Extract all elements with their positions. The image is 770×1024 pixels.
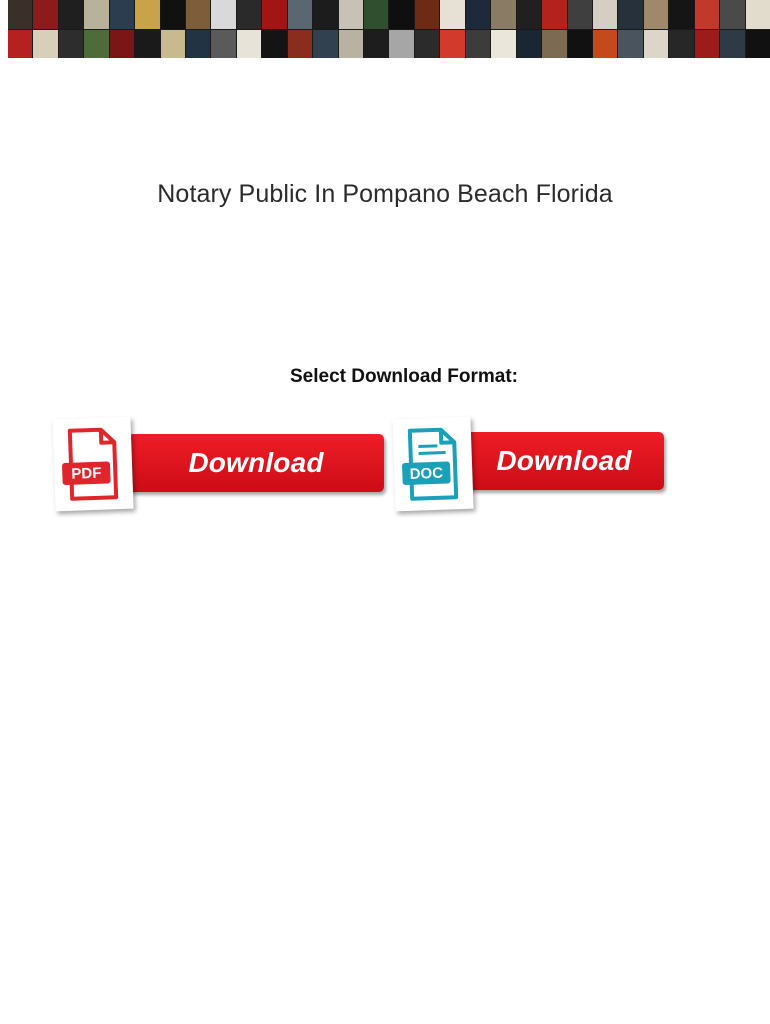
movie-poster-tile [491, 0, 515, 29]
movie-poster-tile [161, 30, 185, 59]
pdf-download-red-button[interactable] [128, 434, 384, 492]
movie-poster-tile [389, 30, 413, 59]
movie-poster-banner [8, 0, 770, 58]
movie-poster-tile [59, 30, 83, 59]
doc-download-button[interactable] [392, 418, 666, 514]
movie-poster-tile [618, 30, 642, 59]
movie-poster-tile [720, 30, 744, 59]
movie-poster-tile [491, 30, 515, 59]
movie-poster-tile [466, 0, 490, 29]
pdf-file-icon [52, 417, 133, 512]
movie-poster-tile [313, 0, 337, 29]
movie-poster-tile [33, 30, 57, 59]
pdf-download-button[interactable] [52, 418, 334, 514]
movie-poster-tile [161, 0, 185, 29]
movie-poster-tile [59, 0, 83, 29]
pdf-icon-label: PDF [71, 464, 102, 483]
movie-poster-tile [593, 30, 617, 59]
movie-poster-tile [568, 0, 592, 29]
movie-poster-tile [339, 30, 363, 59]
movie-poster-tile [211, 30, 235, 59]
movie-poster-tile [110, 30, 134, 59]
movie-poster-tile [389, 0, 413, 29]
movie-poster-tile [364, 30, 388, 59]
movie-poster-tile [288, 30, 312, 59]
movie-poster-tile [618, 0, 642, 29]
movie-poster-tile [720, 0, 744, 29]
movie-poster-tile [568, 30, 592, 59]
movie-poster-tile [644, 30, 668, 59]
movie-poster-tile [211, 0, 235, 29]
movie-poster-tile [669, 0, 693, 29]
movie-poster-tile [695, 30, 719, 59]
movie-poster-tile [466, 30, 490, 59]
movie-poster-tile [415, 0, 439, 29]
movie-poster-tile [110, 0, 134, 29]
movie-poster-tile [84, 0, 108, 29]
page-title: Notary Public In Pompano Beach Florida [157, 180, 613, 208]
movie-poster-tile [542, 30, 566, 59]
movie-poster-tile [746, 30, 770, 59]
movie-poster-tile [237, 0, 261, 29]
movie-poster-tile [135, 0, 159, 29]
movie-poster-tile [415, 30, 439, 59]
movie-poster-tile [237, 30, 261, 59]
movie-poster-tile [542, 0, 566, 29]
doc-download-label: Download [496, 445, 632, 476]
movie-poster-tile [8, 0, 32, 29]
movie-poster-tile [517, 0, 541, 29]
movie-poster-tile [440, 0, 464, 29]
movie-poster-tile [186, 0, 210, 29]
movie-poster-tile [186, 30, 210, 59]
movie-poster-tile [288, 0, 312, 29]
doc-icon-label: DOC [409, 464, 444, 483]
movie-poster-tile [135, 30, 159, 59]
doc-download-red-button[interactable] [464, 432, 664, 490]
movie-poster-tile [746, 0, 770, 29]
movie-poster-tile [313, 30, 337, 59]
movie-poster-tile [8, 30, 32, 59]
movie-poster-tile [33, 0, 57, 29]
movie-poster-tile [695, 0, 719, 29]
movie-poster-tile [262, 0, 286, 29]
select-format-label: Select Download Format: [289, 366, 519, 387]
movie-poster-tile [364, 0, 388, 29]
movie-poster-tile [339, 0, 363, 29]
pdf-download-label: Download [188, 447, 324, 478]
movie-poster-tile [517, 30, 541, 59]
movie-poster-tile [262, 30, 286, 59]
movie-poster-tile [440, 30, 464, 59]
movie-poster-tile [593, 0, 617, 29]
movie-poster-tile [669, 30, 693, 59]
doc-file-icon [392, 417, 473, 512]
movie-poster-tile [644, 0, 668, 29]
movie-poster-tile [84, 30, 108, 59]
